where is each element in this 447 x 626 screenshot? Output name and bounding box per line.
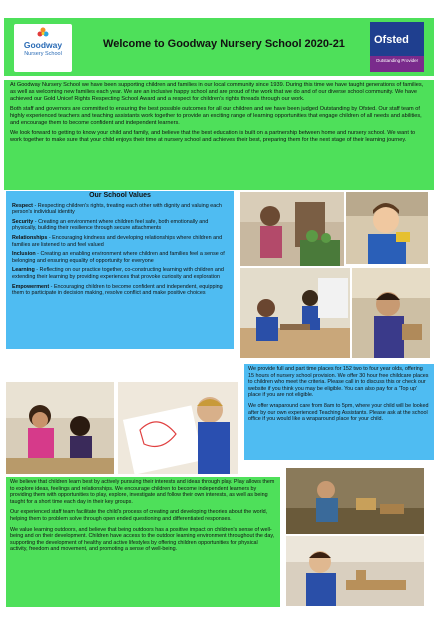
ofsted-rating: Outstanding Provider xyxy=(370,56,424,72)
ofsted-badge xyxy=(370,22,424,72)
flower-icon xyxy=(37,27,49,39)
value-text: - Reflecting on our practice together, co-constructing learning with children and extending their learning by providing experiences that provoke curiosity and exploration xyxy=(12,267,224,280)
photo-boy-building xyxy=(286,536,424,606)
wraparound-paragraph: We offer wraparound care from 8am to 5pm, where your child will be looked after by our own experienced Teaching Assistants. Please ask at the school office if you would like a wraparound place for your child. xyxy=(248,402,429,423)
header-banner xyxy=(4,18,434,76)
value-item xyxy=(12,284,228,297)
learning-paragraph: Our experienced staff team facilitate the child's process of creating and developing theories about the world, helping them to problem solve through open ended questioning and differentiated responses. xyxy=(10,509,268,522)
value-term: Inclusion xyxy=(12,251,36,258)
logo-subtitle: Nursery School xyxy=(24,51,62,57)
value-term: Relationships xyxy=(12,234,48,241)
learning-paragraph: We value learning outdoors, and believe that being outdoors has a positive impact on children's sense of well-being and on their development. Children have access to the outdoor learning environment throughout the day, supporting the development of healthy and active lifestyles by offering children opportunities for physical activity, freedom and movement, and promoting a sense of well-being. xyxy=(10,526,275,553)
photo-outdoor-play xyxy=(286,468,424,534)
logo-name: Goodway xyxy=(23,40,63,50)
photo-children-table xyxy=(240,268,350,358)
school-logo xyxy=(14,24,72,72)
value-item xyxy=(12,267,228,280)
school-values-box xyxy=(6,191,234,349)
photo-boy-playing xyxy=(346,192,428,264)
intro-section xyxy=(4,80,434,190)
intro-paragraph: We look forward to getting to know your child and family, and believe that the best education is built on a partnership between home and nursery school. We want to work together to make sure that your child enjoys their time at nursery school and achieves their best, preparing them for the next stage of their learning journey. xyxy=(10,130,416,143)
places-paragraph: We provide full and part time places for 152 two to four year olds, offering 15 hours of nursery school provision. We offer 30 hour free childcare places to children who meet the criteria. Please call in to discuss this or check our website if you think you may be eligible. You can also pay for a 'Top up' place if you are not eligible. xyxy=(248,366,429,399)
value-text: - Respecting children's rights, treating each other with dignity and valuing each person's individual identity xyxy=(12,202,222,216)
value-text: - Encouraging children to become confident and independent, equipping them to participate in decision making, resolve conflict and make positive choices xyxy=(12,283,223,297)
ofsted-logo xyxy=(370,22,424,56)
photo-child-gardening xyxy=(240,192,344,266)
photo-child-drawing xyxy=(118,382,238,474)
page-title: Welcome to Goodway Nursery School 2020-21 xyxy=(103,38,345,50)
value-item xyxy=(12,203,228,216)
value-item xyxy=(12,251,228,264)
value-text: - Creating an enabling environment where children and families feel a sense of belonging and ensuring equality of opportunity for everyone xyxy=(12,251,225,264)
learning-info-box xyxy=(6,477,280,607)
value-item xyxy=(12,219,228,232)
intro-paragraph: At Goodway Nursery School we have been supporting children and families in our local community since 1939. During this time we have taught generations of families, as well as welcoming new families each year. We are an inclusive happy school and are proud of the work that we do and of our diverse school community. We have achieved our Gold Unicef Rights Respecting School Award and a respect for children's rights threads through our work. xyxy=(10,82,424,102)
value-term: Security xyxy=(12,218,34,225)
values-heading: Our School Values xyxy=(89,192,151,199)
photo-boy-blocks xyxy=(352,268,430,358)
ofsted-word: Ofsted xyxy=(374,34,409,46)
value-term: Learning xyxy=(12,267,35,274)
value-item xyxy=(12,235,228,248)
value-term: Respect xyxy=(12,202,33,209)
intro-paragraph: Both staff and governors are committed to ensuring the best possible outcomes for all our children and we have been judged Outstanding by Ofsted. Our staff team of highly experienced teachers and teaching assistants work together to provide an exciting range of learning opportunities that engage children of all needs and abilities, and encourage them to become confident and independent learners. xyxy=(10,106,422,126)
learning-paragraph: We believe that children learn best by actively pursuing their interests and ideas through play. Play allows them to explore ideas, feelings and relationships. We encourage children to become independent learners by providing them with opportunities to play, explore, investigate and follow their own interests, as well as being taught for a short time each day in their key groups. xyxy=(10,479,275,505)
value-text: - Creating an environment where children feel safe, both emotionally and physically, building their resilience through secure attachments xyxy=(12,218,209,232)
value-term: Empowerment xyxy=(12,283,50,290)
value-text: - Encouraging kindness and developing relationships where children and families are listened to and feel valued xyxy=(12,234,223,248)
photo-girl-activity xyxy=(6,382,114,474)
places-info-box xyxy=(244,364,434,460)
